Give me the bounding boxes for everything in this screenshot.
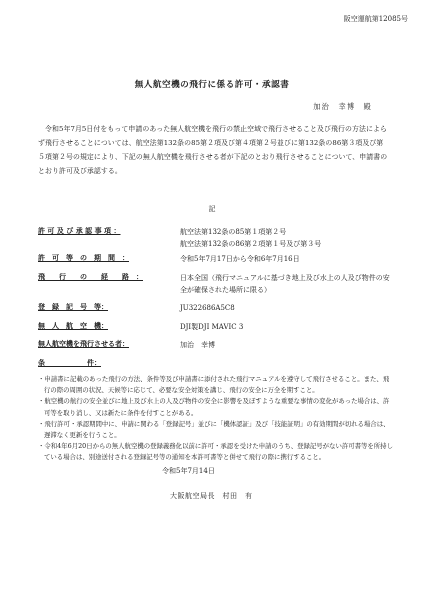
document-title: 無人航空機の飛行に係る許可・承認書	[134, 80, 290, 90]
item-label: 条 件：	[38, 358, 101, 367]
item-value: 航空法第132条の85第１項第２号 航空法第132条の86第２項第１号及び第３号	[180, 228, 322, 248]
item-label: 無 人 航 空 機：	[38, 321, 108, 330]
condition-item: ・申請書に記載のあった飛行の方法、条件等及び申請書に添付された飛行マニュアルを遵守して飛行させること。また、飛行の際の周囲の状況、天候等に応じて、必要な安全対策を講じ、飛行の安全に万全を期すこと。	[38, 375, 390, 395]
conditions-list	[38, 374, 394, 464]
addressee: 加治 幸博 殿	[313, 102, 372, 111]
item-value: DJI製DJI MAVIC 3	[180, 323, 244, 331]
body-paragraph: 令和5年7月5日付をもって申請のあった無人航空機を飛行の禁止空域で飛行させること及び飛行の方法によらず飛行させることについては、航空法第132条の85第２項及び第４項第２号並びに第132条の86第３項及び第５項第２号の規定により、下記の無人航空機を飛行させる者が下記のとおり飛行させることについて、申請書のとおり許可及び承認する。	[38, 125, 388, 175]
ki-heading: 記	[208, 205, 216, 213]
item-value: 日本全国（飛行マニュアルに基づき地上及び水上の人及び物件の安全が確保された場所に限る）	[180, 274, 390, 294]
condition-item: ・令和4年6月20日からの無人航空機の登録義務化以前に許可・承認を受けた申請のうち、登録記号がない許可書等を所持している場合は、別途送付される登録記号等の通知を本許可書等と併せて飛行の際に携行すること。	[38, 442, 393, 462]
item-label: 登 録 記 号 等：	[38, 302, 108, 311]
condition-item: ・航空機の航行の安全並びに地上及び水上の人及び物件の安全に影響を及ぼすような重要な事情の変化があった場合は、許可等を取り消し、又は新たに条件を付すことがある。	[38, 397, 390, 417]
document-number: 阪空運航第12085号	[343, 15, 408, 23]
item-value: 加治 幸博	[180, 341, 215, 349]
item-value: 令和5年7月17日から令和6年7月16日	[180, 255, 300, 263]
issuer: 大阪航空局長 村田 有	[170, 492, 253, 500]
item-label: 無人航空機を飛行させる者：	[38, 339, 129, 348]
item-value: JU322686A5C8	[180, 304, 235, 312]
item-label: 飛 行 の 経 路 ：	[38, 272, 143, 281]
condition-item: ・飛行許可・承認期間中に、申請に関わる「登録記号」並びに「機体認証」及び「技能証明」の有効期間が切れる場合は、遅滞なく更新を行うこと。	[38, 419, 390, 440]
issue-date: 令和5年7月14日	[162, 467, 215, 475]
item-label: 許 可 及 び 承 認 事 項 ：	[38, 226, 121, 235]
item-label: 許 可 等 の 期 間 ：	[38, 253, 129, 262]
